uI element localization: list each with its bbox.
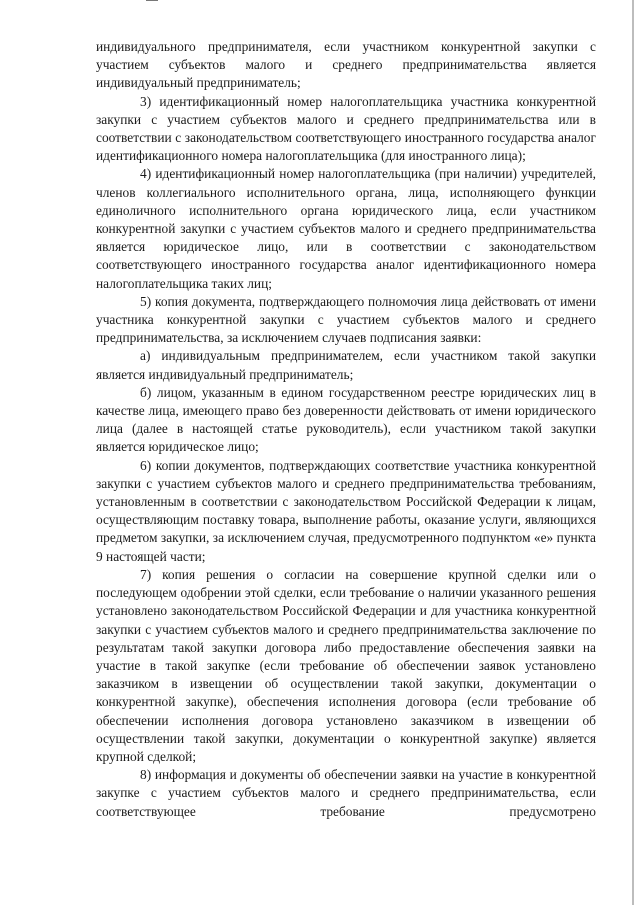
paragraph-item-5: 5) копия документа, подтверждающего полномочия лица действовать от имени участника конкурентной закупки с участием субъектов малого и среднего предпринимательства, за исключением случаев подписания заявки: <box>96 293 596 346</box>
paragraph-item-7: 7) копия решения о согласии на совершение крупной сделки или о последующем одобрении этой сделки, если требование о наличии указанного решения установлено законодательством Российской Федерации и для участника конкурентной закупки с участием субъектов малого и среднего предпринимательства заключение по результатам такой закупки договора либо предоставление обеспечения заявки на участие в такой закупке (если требование об обеспечении заявок установлено заказчиком в извещении об осуществлении такой закупки, документации о конкурентной закупке), обеспечения исполнения договора (если требование об обеспечении исполнения договора установлено заказчиком в извещении об осуществлении такой закупки, документации о конкурентной закупке) является крупной сделкой; <box>96 566 596 764</box>
paragraph-item-3: 3) идентификационный номер налогоплательщика участника конкурентной закупки с участием субъектов малого и среднего предпринимательства или в соответствии с законодательством соответствующего иностранного государства аналог идентификационного номера налогоплательщика (для иностранного лица); <box>96 93 596 164</box>
paragraph-continuation: индивидуального предпринимателя, если участником конкурентной закупки с участием субъектов малого и среднего предпринимательства является индивидуальный предприниматель; <box>96 39 596 91</box>
document-page <box>96 38 596 821</box>
paragraph-item-5b: б) лицом, указанным в едином государственном реестре юридических лиц в качестве лица, имеющего право без доверенности действовать от имени юридического лица (далее в настоящей статье руководитель), если участником такой закупки является юридическое лицо; <box>96 384 596 455</box>
scan-edge-shadow <box>632 0 634 905</box>
paragraph-item-4: 4) идентификационный номер налогоплательщика (при наличии) учредителей, членов коллегиального исполнительного органа, лица, исполняющего функции единоличного исполнительного органа юридического лица, если участником конкурентной закупки с участием субъектов малого и среднего предпринимательства является юридическое лицо, или в соответствии с законодательством соответствующего иностранного государства аналог идентификационного номера налогоплательщика таких лиц; <box>96 166 596 291</box>
scan-mark <box>146 0 158 1</box>
paragraph-item-6: 6) копии документов, подтверждающих соответствие участника конкурентной закупки с участием субъектов малого и среднего предпринимательства требованиям, установленным в соответствии с законодательством Российской Федерации к лицам, осуществляющим поставку товара, выполнение работы, оказание услуги, являющихся предметом закупки, за исключением случая, предусмотренного подпунктом «е» пункта 9 настоящей части; <box>96 457 596 564</box>
paragraph-item-8: 8) информация и документы об обеспечении заявки на участие в конкурентной закупке с участием субъектов малого и среднего предпринимательства, если соответствующее требование предусмотрено <box>96 767 596 819</box>
paragraph-item-5a: а) индивидуальным предпринимателем, если участником такой закупки является индивидуальный предприниматель; <box>96 348 596 382</box>
